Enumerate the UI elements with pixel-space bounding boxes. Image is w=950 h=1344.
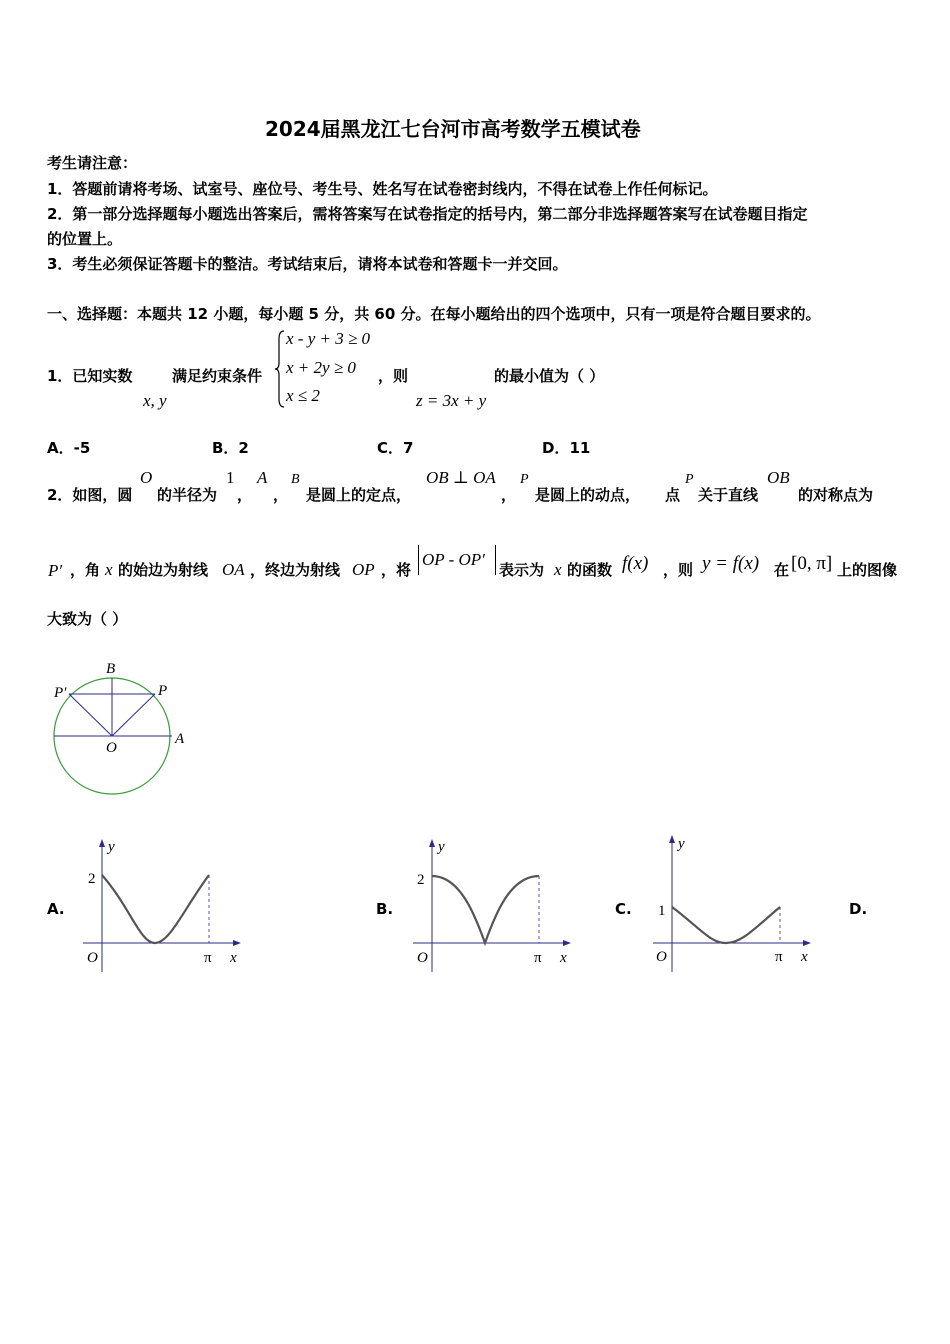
q2-l1-j: 的对称点为: [798, 486, 874, 504]
q2-l1-f: ，: [501, 486, 517, 504]
label-p: P: [158, 683, 168, 699]
q2-l1-a: 2．如图，圆: [47, 486, 133, 504]
svg-text:π: π: [534, 950, 542, 966]
q2-l1-radius: 1: [226, 468, 235, 487]
notice-item-2-cont: 的位置上。: [47, 230, 123, 248]
q2-l2-h: 在: [774, 561, 790, 579]
q2-l2-abs-expr: OP - OP′: [422, 550, 485, 569]
q2-l1-b: 的半径为: [157, 486, 218, 504]
q1-text-3: ，则: [378, 367, 409, 385]
q2-l2-f: 的函数: [567, 561, 613, 579]
q2-l1-point-p-2: P: [685, 472, 694, 487]
segment-op: [112, 694, 155, 736]
q2-l2-c: ，终边为射线: [250, 561, 341, 579]
notice-item-1: 1．答题前请将考场、试室号、座位号、考生号、姓名写在试卷密封线内，不得在试卷上作任何标记。: [47, 180, 718, 198]
svg-text:2: 2: [417, 872, 425, 888]
label-o: O: [106, 740, 117, 756]
q1-constraint-3: x ≤ 2: [286, 386, 320, 405]
q2-l2-i: 上的图像: [837, 561, 898, 579]
svg-text:O: O: [417, 950, 428, 966]
q2-l2-e: 表示为: [499, 561, 545, 579]
svg-text:y: y: [438, 839, 445, 855]
q2-option-b: B.: [376, 900, 394, 918]
q1-option-d: D．11: [542, 439, 591, 457]
q2-l2-ray-op: OP: [352, 560, 375, 579]
q2-l1-h: 点: [665, 486, 681, 504]
svg-text:1: 1: [658, 903, 666, 919]
q1-text-2: 满足约束条件: [172, 367, 263, 385]
q1-option-a: A．-5: [47, 439, 91, 457]
q2-l2-interval: [0, π]: [791, 553, 833, 574]
graph-a-curve: [102, 875, 209, 943]
q2-l1-c: ，: [237, 486, 253, 504]
svg-text:y: y: [108, 839, 115, 855]
svg-text:O: O: [656, 949, 667, 965]
graph-a: [80, 835, 245, 980]
q2-l1-point-b: B: [291, 472, 300, 487]
q2-l1-point-a: A: [257, 468, 268, 487]
q2-l2-x-2: x: [554, 560, 562, 579]
q1-expr: z = 3x + y: [416, 391, 487, 410]
svg-text:π: π: [204, 950, 212, 966]
q2-option-d: D.: [849, 900, 868, 918]
q2-l2-d: ，将: [381, 561, 412, 579]
graph-c-curve: [672, 907, 780, 943]
notice-item-2: 2．第一部分选择题每小题选出答案后，需将答案写在试卷指定的括号内，第二部分非选择题答案写在试卷题目指定: [47, 205, 808, 223]
q1-constraint-1: x - y + 3 ≥ 0: [286, 329, 371, 348]
q2-l2-ray-oa: OA: [222, 560, 245, 579]
segment-op-prime: [69, 694, 112, 736]
q2-l1-d: ，: [273, 486, 289, 504]
abs-bar-left: [418, 545, 419, 575]
q1-vars: x, y: [143, 391, 167, 410]
circle-figure: [40, 655, 210, 800]
q2-l1-point-p: P: [520, 472, 529, 487]
label-b: B: [106, 661, 116, 677]
q2-l2-x-1: x: [105, 560, 113, 579]
q1-text-1: 1．已知实数: [47, 367, 133, 385]
svg-text:O: O: [87, 950, 98, 966]
q2-l1-g: 是圆上的动点，: [535, 486, 641, 504]
q2-l2-fx: f(x): [622, 553, 649, 574]
q2-line-3: 大致为（ ）: [47, 610, 128, 628]
svg-text:x: x: [230, 950, 237, 966]
q2-option-c: C.: [615, 900, 632, 918]
q2-l2-g: ，则: [663, 561, 694, 579]
notice-item-3: 3．考生必须保证答题卡的整洁。考试结束后，请将本试卷和答题卡一并交回。: [47, 255, 568, 273]
q1-text-4: 的最小值为（ ）: [494, 367, 605, 385]
q1-option-b: B．2: [212, 439, 249, 457]
q2-l2-p-prime: P′: [48, 561, 63, 580]
q1-constraint-2: x + 2y ≥ 0: [286, 358, 356, 377]
svg-text:π: π: [775, 949, 783, 965]
label-p-prime: P′: [54, 685, 67, 701]
abs-bar-right: [495, 545, 496, 575]
graph-b: [410, 835, 575, 980]
section-heading: 一、选择题：本题共 12 小题，每小题 5 分，共 60 分。在每小题给出的四个选项中，只有一项是符合题目要求的。: [47, 305, 821, 323]
svg-text:x: x: [801, 949, 808, 965]
q1-option-c: C．7: [377, 439, 414, 457]
q2-l1-perp: OB ⊥ OA: [426, 468, 496, 487]
q2-option-a: A.: [47, 900, 65, 918]
label-a: A: [175, 731, 185, 747]
q2-l2-y-fx: y = f(x): [702, 553, 760, 574]
q2-l2-a: ，角: [70, 561, 101, 579]
page-title: 2024届黑龙江七台河市高考数学五模试卷: [265, 117, 641, 141]
svg-text:2: 2: [88, 871, 96, 887]
q1-brace: [274, 329, 286, 409]
q2-l1-circle-o: O: [140, 468, 153, 487]
graph-c: [650, 830, 815, 980]
graph-b-curve: [432, 876, 539, 943]
q2-l1-e: 是圆上的定点，: [306, 486, 412, 504]
notice-heading: 考生请注意：: [47, 154, 138, 172]
svg-text:y: y: [678, 836, 685, 852]
svg-text:x: x: [560, 950, 567, 966]
q2-l1-i: 关于直线: [698, 486, 759, 504]
q2-l2-b: 的始边为射线: [118, 561, 209, 579]
q2-l1-line-ob: OB: [767, 468, 790, 487]
